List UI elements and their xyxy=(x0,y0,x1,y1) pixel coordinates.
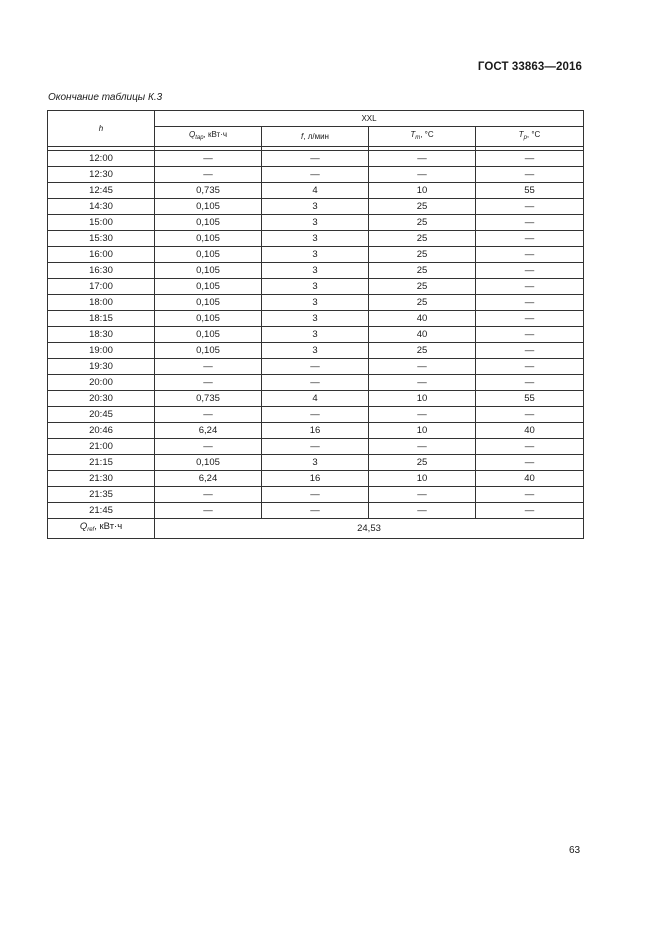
q-tap-cell: — xyxy=(155,167,262,183)
t-p-cell: — xyxy=(476,455,584,471)
q-tap-cell: 0,105 xyxy=(155,455,262,471)
q-tap-cell: — xyxy=(155,151,262,167)
table-row xyxy=(48,151,584,167)
q-tap-cell: 0,105 xyxy=(155,263,262,279)
table-row xyxy=(48,167,584,183)
time-cell: 19:30 xyxy=(48,359,155,375)
t-m-cell: 25 xyxy=(369,199,476,215)
q-tap-cell: 0,735 xyxy=(155,391,262,407)
t-p-cell: — xyxy=(476,263,584,279)
q-tap-cell: — xyxy=(155,503,262,519)
t-p-cell: — xyxy=(476,295,584,311)
time-cell: 18:15 xyxy=(48,311,155,327)
t-p-cell: — xyxy=(476,503,584,519)
q-tap-cell: — xyxy=(155,375,262,391)
q-tap-cell: — xyxy=(155,407,262,423)
column-header-f: f, л/мин xyxy=(262,127,369,147)
time-cell: 16:00 xyxy=(48,247,155,263)
time-cell: 21:00 xyxy=(48,439,155,455)
table-row xyxy=(48,263,584,279)
flow-cell: 3 xyxy=(262,455,369,471)
t-m-cell: — xyxy=(369,503,476,519)
table-row xyxy=(48,391,584,407)
t-m-cell: 25 xyxy=(369,295,476,311)
t-p-cell: — xyxy=(476,151,584,167)
flow-cell: 3 xyxy=(262,263,369,279)
time-cell: 12:00 xyxy=(48,151,155,167)
flow-cell: — xyxy=(262,167,369,183)
t-p-cell: 40 xyxy=(476,423,584,439)
time-cell: 17:00 xyxy=(48,279,155,295)
q-tap-cell: 0,105 xyxy=(155,311,262,327)
table-row xyxy=(48,455,584,471)
t-p-cell: 40 xyxy=(476,471,584,487)
q-tap-cell: 0,105 xyxy=(155,199,262,215)
t-p-cell: — xyxy=(476,279,584,295)
q-tap-cell: 6,24 xyxy=(155,471,262,487)
t-p-cell: — xyxy=(476,359,584,375)
time-cell: 15:00 xyxy=(48,215,155,231)
q-tap-cell: — xyxy=(155,359,262,375)
total-label: $Q_{ref}$, кВт·ч xyxy=(48,519,155,539)
q-tap-cell: 0,105 xyxy=(155,295,262,311)
t-p-cell: — xyxy=(476,343,584,359)
page-number: 63 xyxy=(569,845,581,856)
time-cell: 21:15 xyxy=(48,455,155,471)
time-cell: 12:30 xyxy=(48,167,155,183)
flow-cell: 3 xyxy=(262,343,369,359)
t-m-cell: 10 xyxy=(369,391,476,407)
standard-number: ГОСТ 33863—2016 xyxy=(477,61,582,73)
q-tap-cell: 0,105 xyxy=(155,343,262,359)
column-header-h: h xyxy=(48,111,155,147)
table-row xyxy=(48,343,584,359)
flow-cell: — xyxy=(262,151,369,167)
column-group-xxl: XXL xyxy=(155,111,584,127)
t-m-cell: 25 xyxy=(369,247,476,263)
t-p-cell: — xyxy=(476,231,584,247)
q-tap-cell: 0,105 xyxy=(155,231,262,247)
table-row xyxy=(48,503,584,519)
flow-cell: 16 xyxy=(262,471,369,487)
time-cell: 20:00 xyxy=(48,375,155,391)
t-m-cell: 25 xyxy=(369,231,476,247)
column-header-t-m: $T_m$, °C xyxy=(369,127,476,147)
flow-cell: — xyxy=(262,375,369,391)
table-row xyxy=(48,471,584,487)
t-p-cell: — xyxy=(476,199,584,215)
table-row xyxy=(48,375,584,391)
time-cell: 21:35 xyxy=(48,487,155,503)
time-cell: 12:45 xyxy=(48,183,155,199)
flow-cell: — xyxy=(262,359,369,375)
table-row xyxy=(48,231,584,247)
t-m-cell: — xyxy=(369,487,476,503)
table-k3 xyxy=(47,110,584,539)
time-cell: 15:30 xyxy=(48,231,155,247)
table-row xyxy=(48,439,584,455)
t-m-cell: 25 xyxy=(369,455,476,471)
t-p-cell: — xyxy=(476,167,584,183)
table-row xyxy=(48,407,584,423)
t-p-cell: — xyxy=(476,247,584,263)
flow-cell: 4 xyxy=(262,391,369,407)
table-caption: Окончание таблицы К.3 xyxy=(48,92,163,103)
table-row xyxy=(48,183,584,199)
table-row xyxy=(48,215,584,231)
time-cell: 20:45 xyxy=(48,407,155,423)
flow-cell: 3 xyxy=(262,311,369,327)
t-m-cell: — xyxy=(369,375,476,391)
t-m-cell: 40 xyxy=(369,311,476,327)
flow-cell: 3 xyxy=(262,295,369,311)
table-row xyxy=(48,359,584,375)
q-tap-cell: 0,105 xyxy=(155,215,262,231)
flow-cell: 3 xyxy=(262,199,369,215)
t-m-cell: — xyxy=(369,407,476,423)
t-m-cell: — xyxy=(369,167,476,183)
t-m-cell: 10 xyxy=(369,183,476,199)
total-value: 24,53 xyxy=(155,519,584,539)
flow-cell: 3 xyxy=(262,215,369,231)
table-row xyxy=(48,295,584,311)
t-m-cell: 25 xyxy=(369,263,476,279)
time-cell: 20:46 xyxy=(48,423,155,439)
flow-cell: — xyxy=(262,439,369,455)
flow-cell: 16 xyxy=(262,423,369,439)
flow-cell: 3 xyxy=(262,231,369,247)
q-tap-cell: — xyxy=(155,439,262,455)
t-m-cell: 10 xyxy=(369,471,476,487)
flow-cell: — xyxy=(262,503,369,519)
column-header-q-tap: $Q_{tap}$, кВт·ч xyxy=(155,127,262,147)
t-p-cell: 55 xyxy=(476,183,584,199)
t-m-cell: 10 xyxy=(369,423,476,439)
table-row xyxy=(48,199,584,215)
table-row xyxy=(48,327,584,343)
q-tap-cell: 0,105 xyxy=(155,327,262,343)
q-tap-cell: 6,24 xyxy=(155,423,262,439)
flow-cell: 4 xyxy=(262,183,369,199)
flow-cell: — xyxy=(262,487,369,503)
table-row xyxy=(48,311,584,327)
t-p-cell: — xyxy=(476,327,584,343)
table-row xyxy=(48,423,584,439)
time-cell: 21:45 xyxy=(48,503,155,519)
table-row xyxy=(48,487,584,503)
time-cell: 18:00 xyxy=(48,295,155,311)
t-p-cell: — xyxy=(476,215,584,231)
t-p-cell: — xyxy=(476,439,584,455)
time-cell: 19:00 xyxy=(48,343,155,359)
time-cell: 14:30 xyxy=(48,199,155,215)
t-m-cell: — xyxy=(369,151,476,167)
time-cell: 21:30 xyxy=(48,471,155,487)
t-m-cell: 25 xyxy=(369,215,476,231)
t-p-cell: — xyxy=(476,375,584,391)
table-row xyxy=(48,247,584,263)
flow-cell: 3 xyxy=(262,247,369,263)
table-row xyxy=(48,279,584,295)
time-cell: 16:30 xyxy=(48,263,155,279)
t-p-cell: — xyxy=(476,311,584,327)
q-tap-cell: 0,105 xyxy=(155,247,262,263)
time-cell: 18:30 xyxy=(48,327,155,343)
t-m-cell: 40 xyxy=(369,327,476,343)
t-p-cell: — xyxy=(476,487,584,503)
flow-cell: — xyxy=(262,407,369,423)
flow-cell: 3 xyxy=(262,327,369,343)
column-header-t-p: $T_p$, °C xyxy=(476,127,584,147)
t-p-cell: — xyxy=(476,407,584,423)
total-row xyxy=(48,519,584,539)
t-m-cell: 25 xyxy=(369,343,476,359)
t-m-cell: 25 xyxy=(369,279,476,295)
t-p-cell: 55 xyxy=(476,391,584,407)
q-tap-cell: — xyxy=(155,487,262,503)
t-m-cell: — xyxy=(369,359,476,375)
q-tap-cell: 0,105 xyxy=(155,279,262,295)
time-cell: 20:30 xyxy=(48,391,155,407)
flow-cell: 3 xyxy=(262,279,369,295)
q-tap-cell: 0,735 xyxy=(155,183,262,199)
t-m-cell: — xyxy=(369,439,476,455)
